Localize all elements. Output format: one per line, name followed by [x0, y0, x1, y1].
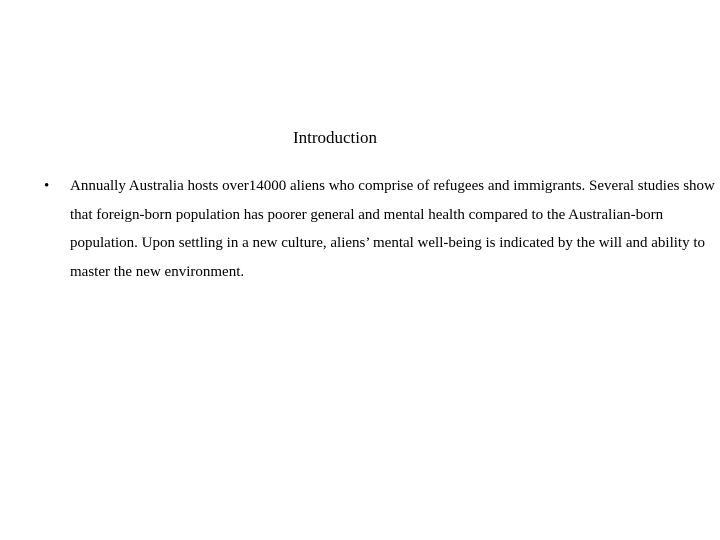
bullet-list: [44, 172, 718, 286]
bullet-item: [44, 172, 718, 286]
slide-title: Introduction: [292, 128, 378, 147]
bullet-marker-icon: •: [44, 178, 50, 194]
bullet-text: Annually Australia hosts over14000 aliens who comprise of refugees and immigrants. Several studies show that foreign-born population has poorer general and mental health compared to the Australian-born population. Upon settling in a new culture, aliens’ mental well-being is indicated by the will and ability to master the new environment.: [70, 178, 715, 280]
